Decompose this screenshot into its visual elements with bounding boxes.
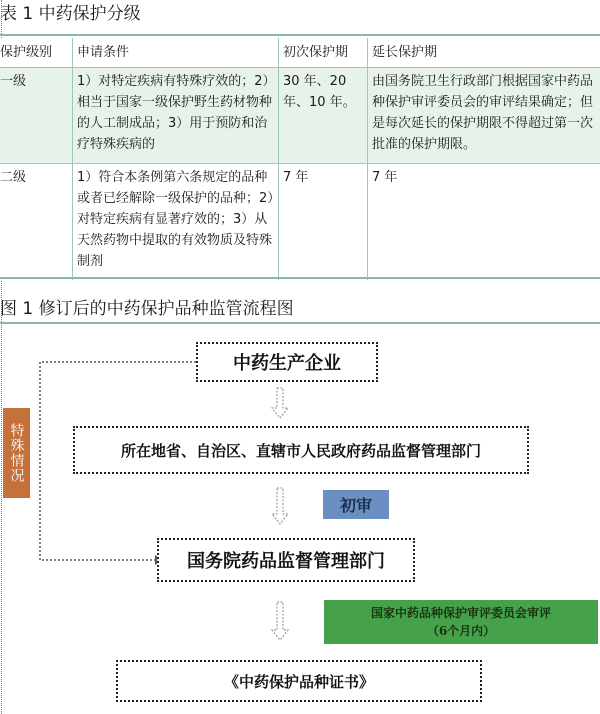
row2-conditions: 1）符合本条例第六条规定的品种或者已经解除一级保护的品种；2）对特定疾病有显著疗效的；3）从天然药物中提取的有效物质及特殊制剂 <box>73 164 279 280</box>
certificate-box: 《中药保护品种证书》 <box>116 660 482 702</box>
state-authority-box: 国务院药品监督管理部门 <box>157 538 415 582</box>
figure-title: 图 1 修订后的中药保护品种监管流程图 <box>0 299 294 319</box>
header-extension-period: 延长保护期 <box>368 38 600 68</box>
committee-review-line2: （6个月内） <box>426 624 496 638</box>
down-arrow-icon <box>272 488 288 524</box>
row2-extension: 7 年 <box>368 164 600 280</box>
initial-review-label: 初审 <box>323 490 389 519</box>
row1-extension: 由国务院卫生行政部门根据国家中药品种保护审评委员会的审评结果确定；但是每次延长的保护期限不得超过第一次批准的保护期限。 <box>368 68 600 164</box>
row1-initial: 30 年、20 年、10 年。 <box>279 68 368 164</box>
table-title: 表 1 中药保护分级 <box>0 4 141 24</box>
header-initial-period: 初次保护期 <box>279 38 368 68</box>
committee-review-label <box>324 600 598 644</box>
row1-level: 一级 <box>0 68 73 164</box>
provincial-authority-box: 所在地省、自治区、直辖市人民政府药品监督管理部门 <box>73 426 529 474</box>
header-level: 保护级别 <box>0 38 73 68</box>
header-conditions: 申请条件 <box>73 38 279 68</box>
enterprise-box: 中药生产企业 <box>196 342 378 382</box>
row2-initial: 7 年 <box>279 164 368 280</box>
special-case-label: 特殊情况 <box>3 408 30 498</box>
committee-review-line1: 国家中药品种保护审评委员会审评 <box>370 606 551 620</box>
row1-conditions: 1）对特定疾病有特殊疗效的；2）相当于国家一级保护野生药材物种的人工制成品；3）用于预防和治疗特殊疾病的 <box>73 68 279 164</box>
down-arrow-icon <box>272 602 288 640</box>
row2-level: 二级 <box>0 164 73 280</box>
down-arrow-icon <box>272 388 288 418</box>
